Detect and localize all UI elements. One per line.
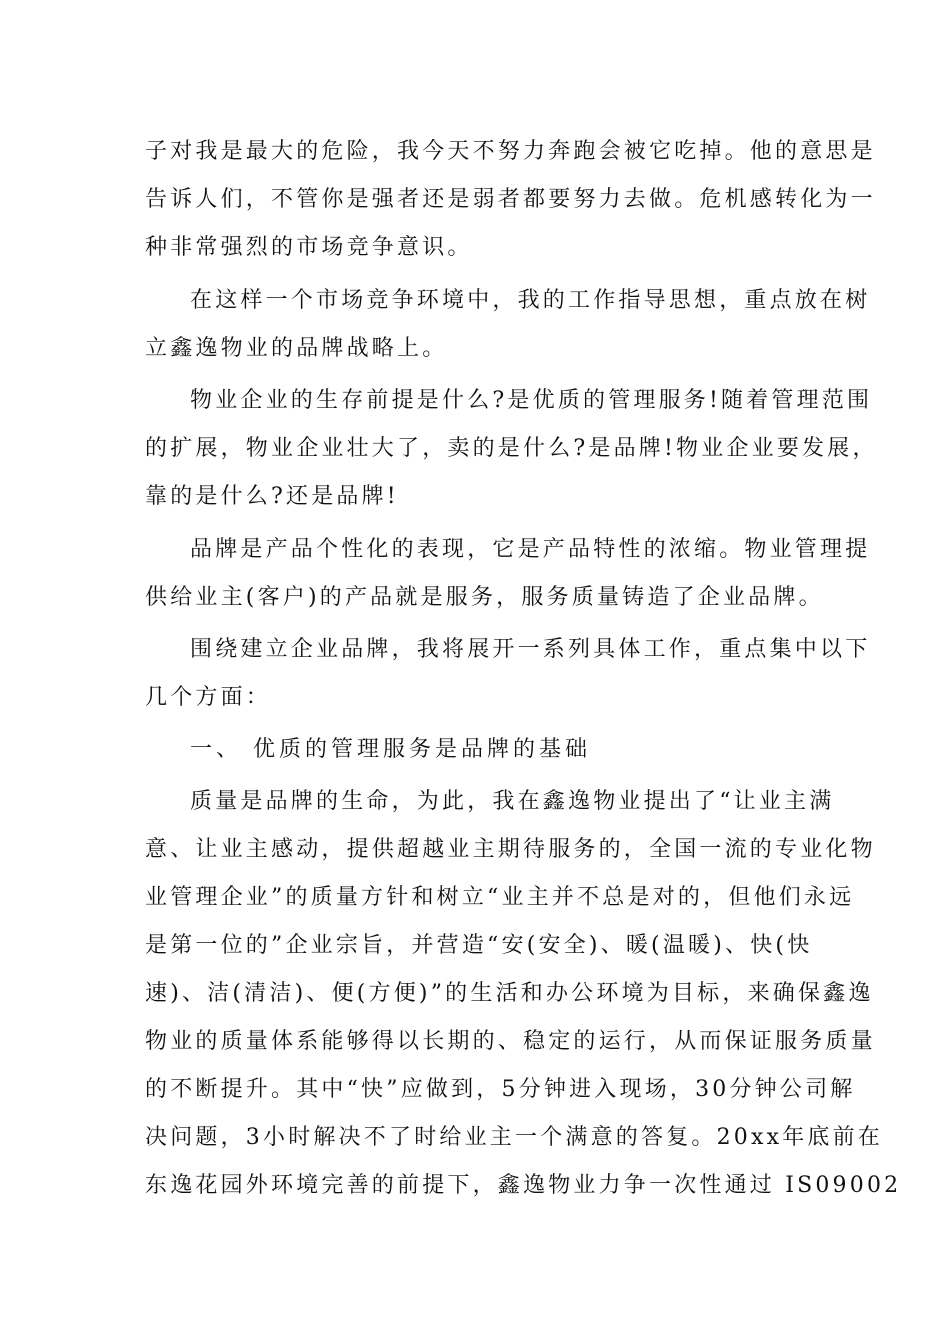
- text-line: 子对我是最大的危险，我今天不努力奔跑会被它吃掉。他的意思是: [145, 139, 876, 164]
- paragraph-first-line: 质量是品牌的生命，为此，我在鑫逸物业提出了“让业主满: [190, 789, 835, 814]
- text-line: 立鑫逸物业的品牌战略上。: [145, 336, 448, 361]
- text-line: 物业的质量体系能够得以长期的、稳定的运行，从而保证服务质量: [145, 1029, 876, 1054]
- text-line: 几个方面：: [145, 685, 272, 710]
- text-line: 种非常强烈的市场竞争意识。: [145, 235, 473, 260]
- paragraph-first-line: 品牌是产品个性化的表现，它是产品特性的浓缩。物业管理提: [190, 537, 871, 562]
- text-line: 供给业主(客户)的产品就是服务，服务质量铸造了企业品牌。: [145, 585, 824, 610]
- text-line: 告诉人们，不管你是强者还是弱者都要努力去做。危机感转化为一: [145, 187, 876, 212]
- text-line: 是第一位的”企业宗旨，并营造“安(安全)、暖(温暖)、快(快: [145, 933, 813, 958]
- text-line: 的扩展，物业企业壮大了，卖的是什么?是品牌!物业企业要发展，: [145, 436, 878, 461]
- paragraph-first-line: 围绕建立企业品牌，我将展开一系列具体工作，重点集中以下: [190, 637, 871, 662]
- section-heading: 一、 优质的管理服务是品牌的基础: [190, 737, 591, 762]
- text-line: 东逸花园外环境完善的前提下，鑫逸物业力争一次性通过 IS09002: [145, 1173, 902, 1198]
- text-line: 业管理企业”的质量方针和树立“业主并不总是对的，但他们永远: [145, 885, 855, 910]
- text-line: 的不断提升。其中“快”应做到，5分钟进入现场，30分钟公司解: [145, 1077, 856, 1102]
- paragraph-first-line: 物业企业的生存前提是什么?是优质的管理服务!随着管理范围: [190, 388, 873, 413]
- text-line: 决问题，3小时解决不了时给业主一个满意的答复。20xx年底前在: [145, 1125, 884, 1150]
- text-line: 靠的是什么?还是品牌!: [145, 484, 399, 509]
- paragraph-first-line: 在这样一个市场竞争环境中，我的工作指导思想，重点放在树: [190, 288, 871, 313]
- text-line: 速)、洁(清洁)、便(方便)”的生活和办公环境为目标，来确保鑫逸: [145, 981, 874, 1006]
- text-line: 意、让业主感动，提供超越业主期待服务的，全国一流的专业化物: [145, 837, 876, 862]
